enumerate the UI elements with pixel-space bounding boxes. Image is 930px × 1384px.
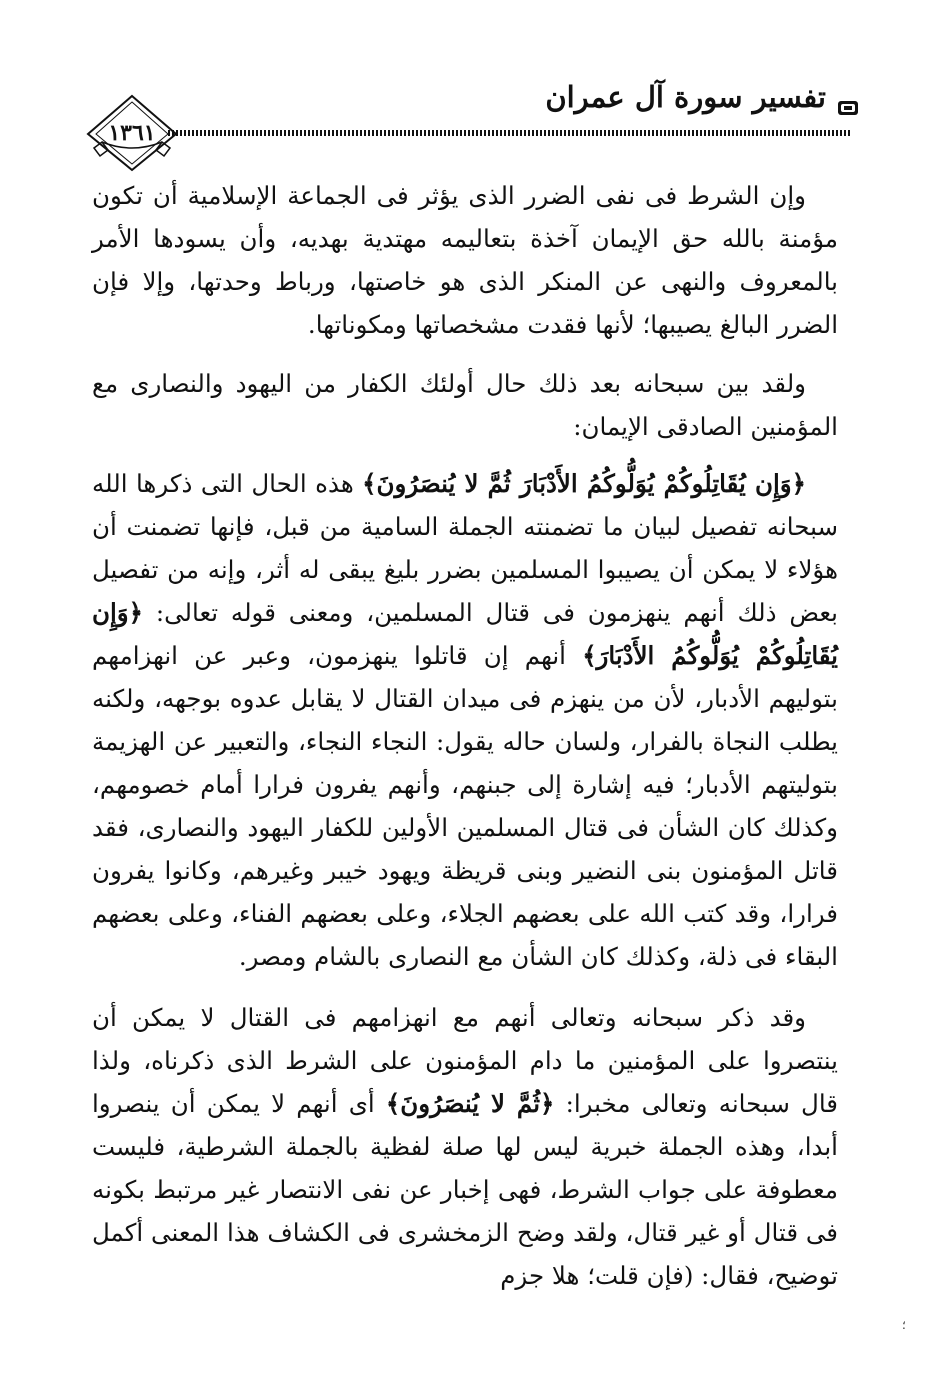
quran-verse: ﴿ثُمَّ لا يُنصَرُونَ﴾ xyxy=(385,1089,555,1118)
text-segment: هذه الحال التى ذكرها الله سبحانه تفصيل لبيان ما تضمنته الجملة السامية من قبل، فإنها تضمنت أن هؤلاء لا يمكن أن يصيبوا المسلمين بضرر بليغ يبقى له أثر، وإنه من تفصيل بعض ذلك أنهم ينهزمون فى قتال المسلمين، ومعنى قوله تعالى: xyxy=(92,469,838,627)
quran-verse: ﴿وَإِن يُقَاتِلُوكُمْ يُوَلُّوكُمُ الأَدْبَارَ﴾ xyxy=(92,598,838,670)
text-segment: أى أنهم لا يمكن أن ينصروا أبدا، وهذه الجملة خبرية ليس لها صلة لفظية بالجملة الشرطية، فليست معطوفة على جواب الشرط، فهى إخبار عن نفى الانتصار غير مرتبط بكونه فى قتال أو غير قتال، ولقد وضح الزمخشرى فى الكشاف هذا المعنى أكمل توضيح، فقال: (فإن قلت؛ هلا جزم xyxy=(92,1089,838,1290)
page-header xyxy=(80,70,860,180)
page-number: ١٣٦١ xyxy=(108,120,156,146)
paragraph xyxy=(92,174,838,346)
text-segment: ولقد بين سبحانه بعد ذلك حال أولئك الكفار من اليهود والنصارى مع المؤمنين الصادقى الإيمان: xyxy=(92,369,838,441)
paragraph xyxy=(92,462,838,978)
text-segment: أنهم إن قاتلوا ينهزمون، وعبر عن انهزامهم بتوليهم الأدبار، لأن من ينهزم فى ميدان القتال لا يقابل عدوه بوجهه، ولكنه يطلب النجاة بالفرار، ولسان حاله يقول: النجاء النجاء، والتعبير عن الهزيمة بتوليتهم الأدبار؛ فيه إشارة إلى جبنهم، وأنهم يفرون فرارا أمام خصومهم، وكذلك كان الشأن فى قتال المسلمين الأولين للكفار اليهود والنصارى، فقد قاتل المؤمنون بنى النضير وبنى قريظة ويهود خيبر وغيرهم، وكانوا يفرون فرارا، وقد كتب الله على بعضهم الجلاء، وعلى بعضهم الفناء، وعلى بعضهم البقاء فى ذلة، وكذلك كان الشأن مع النصارى بالشام ومصر. xyxy=(92,641,838,971)
body-text xyxy=(92,174,838,1297)
margin-mark: ؛ xyxy=(902,1318,906,1332)
header-rule xyxy=(168,130,852,136)
text-segment: وإن الشرط فى نفى الضرر الذى يؤثر فى الجماعة الإسلامية أن تكون مؤمنة بالله حق الإيمان آخذة بتعاليمه مهتدية بهديه، وأن يسودها الأمر بالمعروف والنهى عن المنكر الذى هو خاصتها، ورباط وحدتها، وإلا فإن الضرر البالغ يصيبها؛ لأنها فقدت مشخصاتها ومكوناتها. xyxy=(92,181,838,339)
text-segment: وقد ذكر سبحانه وتعالى أنهم مع انهزامهم فى القتال لا يمكن أن ينتصروا على المؤمنين ما دام المؤمنون على الشرط الذى ذكرناه، ولذا قال سبحانه وتعالى مخبرا: xyxy=(92,1003,839,1118)
page-title: تفسير سورة آل عمران xyxy=(545,80,826,114)
quran-verse: ﴿وَإِن يُقَاتِلُوكُمْ يُوَلُّوكُمُ الأَدْبَارَ ثُمَّ لا يُنصَرُونَ﴾ xyxy=(362,469,806,498)
book-ornament-icon xyxy=(836,98,860,118)
paragraph xyxy=(92,362,838,448)
running-title xyxy=(545,80,860,114)
paragraph xyxy=(92,996,838,1297)
